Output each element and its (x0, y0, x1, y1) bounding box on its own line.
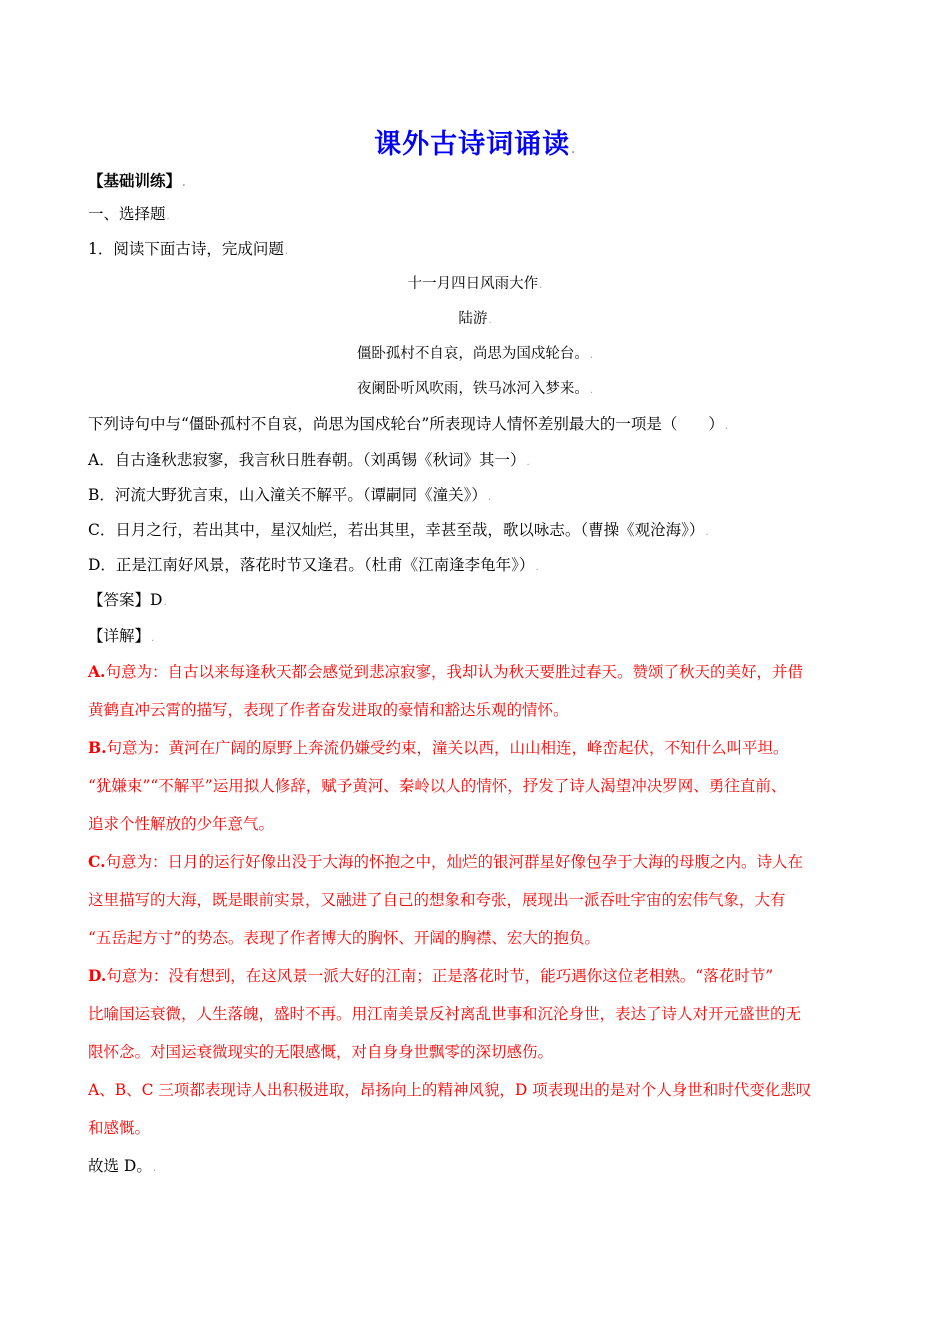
paragraph-mark: . (539, 280, 543, 291)
paragraph-mark: . (487, 492, 492, 503)
explanation-c-line: C.句意为：日月的运行好像出没于大海的怀抱之中，灿烂的银河群星好像包孕于大海的母腹之内。诗人在 (88, 852, 803, 871)
explanation-d-line: 比喻国运衰微，人生落魄，盛时不再。用江南美景反衬离乱世事和沉沦身世，表达了诗人对开元盛世的无 (88, 1005, 802, 1023)
summary-line: A、B、C 三项都表现诗人出积极进取，昂扬向上的精神风貌，D 项表现出的是对个人身世和时代变化悲叹 (88, 1081, 812, 1099)
poem-line: 夜阑卧听风吹雨，铁马冰河入梦来。. (356, 381, 594, 397)
paragraph-mark: . (535, 562, 539, 573)
page-title (0, 122, 950, 161)
paragraph-mark: . (488, 315, 492, 326)
paragraph-mark: . (151, 633, 155, 644)
detail-label: 【详解】. (88, 627, 155, 645)
explanation-a-line: 黄鹤直冲云霄的描写，表现了作者奋发进取的豪情和豁达乐观的情怀。 (88, 701, 569, 719)
option-b: B．河流大野犹言束，山入潼关不解平。（谭嗣同《潼关》）. (88, 486, 492, 504)
explanation-c-line: “五岳起方寸”的势态。表现了作者博大的胸怀、开阔的胸襟、宏大的抱负。 (88, 929, 600, 947)
question-stem: 下列诗句中与“僵卧孤村不自哀，尚思为国戍轮台”所表现诗人情怀差别最大的一项是（ ）. (88, 415, 729, 433)
conclusion: 故选 D。. (88, 1157, 157, 1175)
question-intro: 1．阅读下面古诗，完成问题. (88, 240, 289, 258)
answer-value: D (150, 591, 163, 609)
paragraph-mark: . (526, 457, 530, 468)
explanation-b-line: B.句意为：黄河在广阔的原野上奔流仍嫌受约束，潼关以西，山山相连，峰峦起伏，不知什么叫平坦。 (88, 738, 789, 757)
explanation-d-line: 限怀念。对国运衰微现实的无限感慨，对自身身世飘零的深切感伤。 (88, 1043, 554, 1061)
explanation-b-line: 追求个性解放的少年意气。 (88, 815, 275, 833)
option-c: C．日月之行，若出其中，星汉灿烂，若出其里，幸甚至哉，歌以咏志。（曹操《观沧海》）. (88, 521, 709, 539)
poem-line: 僵卧孤村不自哀，尚思为国戍轮台。. (356, 346, 594, 362)
option-d: D．正是江南好风景，落花时节又逢君。（杜甫《江南逢李龟年》）. (88, 556, 539, 574)
paragraph-mark: . (163, 597, 167, 608)
paragraph-mark: . (705, 527, 709, 538)
paragraph-mark: . (152, 1163, 157, 1174)
poem-author: 陆游. (458, 311, 492, 327)
explanation-b-line: “犹嫌束”“不解平”运用拟人修辞，赋予黄河、秦岭以人的情怀，抒发了诗人渴望冲决罗网、勇往直前、 (88, 777, 787, 795)
paragraph-mark: . (589, 385, 594, 396)
summary-line: 和感慨。 (88, 1119, 151, 1137)
paragraph-mark: . (182, 178, 186, 189)
explanation-a-line: A.句意为：自古以来每逢秋天都会感觉到悲凉寂寥，我却认为秋天要胜过春天。赞颂了秋天的美好，并借 (88, 662, 803, 681)
explanation-label: A. (88, 662, 106, 681)
explanation-label: D. (88, 966, 107, 985)
paragraph-mark: . (284, 246, 289, 257)
explanation-label: B. (88, 738, 107, 757)
paragraph-mark: . (724, 421, 729, 432)
explanation-label: C. (88, 852, 106, 871)
poem-title: 十一月四日风雨大作. (407, 276, 543, 292)
paragraph-mark: . (589, 350, 594, 361)
question-type: 一、选择题. (88, 205, 170, 223)
explanation-c-line: 这里描写的大海，既是眼前实景，又融进了自己的想象和夸张，展现出一派吞吐宇宙的宏伟气象，大有 (88, 891, 786, 909)
section-header: 【基础训练】. (88, 171, 186, 190)
answer-line (88, 589, 167, 614)
explanation-d-line: D.句意为：没有想到，在这风景一派大好的江南；正是落花时节，能巧遇你这位老相熟。“落花时节” (88, 966, 774, 985)
paragraph-mark: . (166, 211, 170, 222)
paragraph-mark: . (571, 145, 576, 156)
answer-label: 【答案】 (88, 591, 151, 609)
option-a: A．自古逢秋悲寂寥，我言秋日胜春朝。（刘禹锡《秋词》其一）. (88, 451, 530, 469)
page-title-text: 课外古诗词诵读 (374, 129, 571, 160)
